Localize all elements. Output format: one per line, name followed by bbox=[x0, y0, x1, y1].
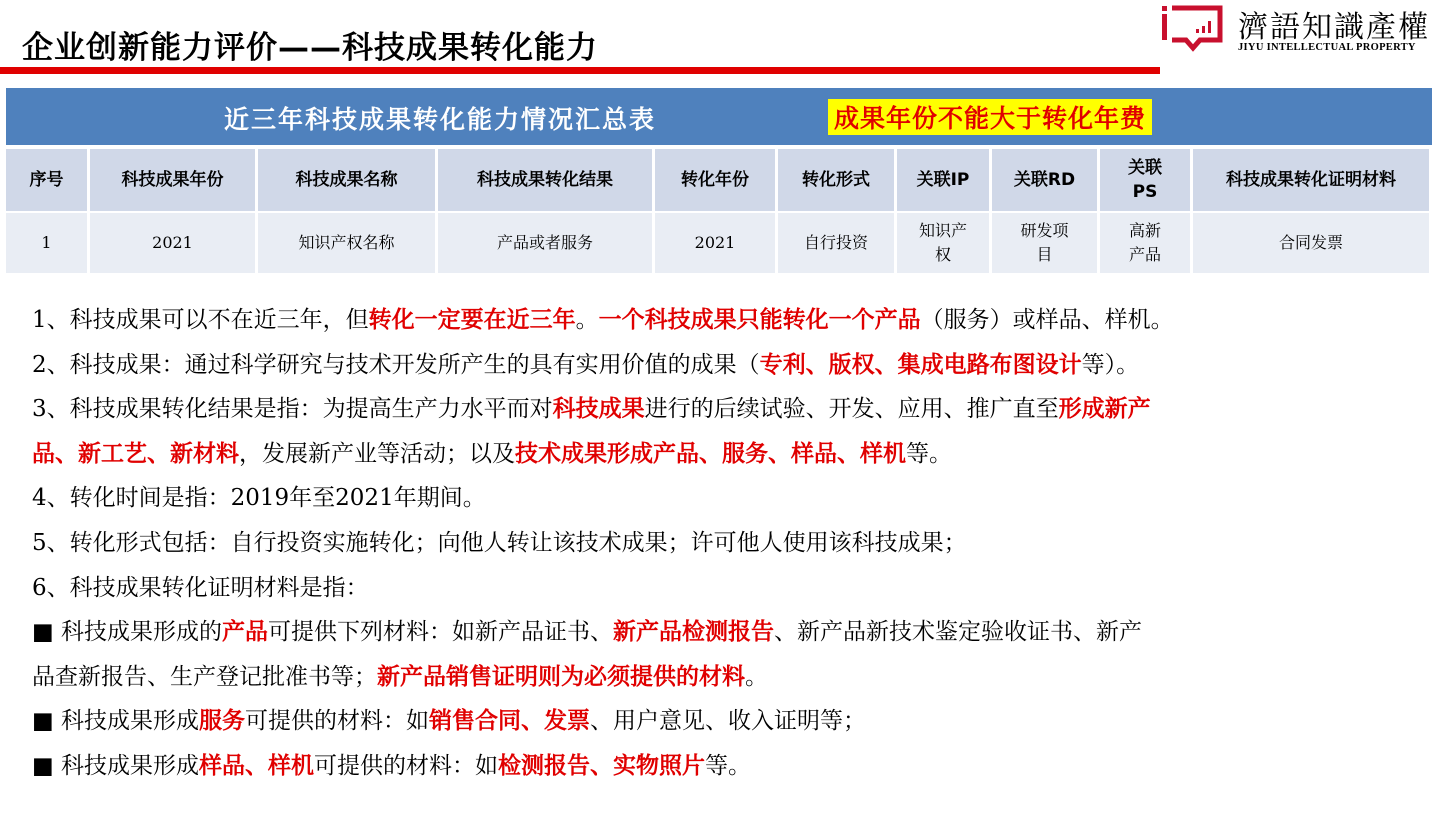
table-cell: 1 bbox=[6, 213, 90, 273]
column-header: 转化年份 bbox=[655, 149, 778, 211]
column-header: 关联IP bbox=[897, 149, 992, 211]
highlighted-text: 转化一定要在近三年 bbox=[368, 306, 576, 333]
table-title: 近三年科技成果转化能力情况汇总表 bbox=[224, 105, 657, 134]
highlighted-text: 一个科技成果只能转化一个产品 bbox=[598, 306, 921, 333]
table-cell: 自行投资 bbox=[778, 213, 897, 273]
title-divider bbox=[0, 67, 1160, 74]
note-text: 6、科技成果转化证明材料是指： bbox=[32, 574, 369, 601]
note-text: 5、转化形式包括：自行投资实施转化；向他人转让该技术成果；许可他人使用该科技成果； bbox=[32, 529, 967, 556]
note-text: 1、科技成果可以不在近三年，但 bbox=[32, 307, 369, 333]
note-line bbox=[32, 343, 1432, 388]
note-text: 品查新报告、生产登记批准书等； bbox=[32, 663, 377, 690]
note-line bbox=[32, 476, 1432, 521]
table-cell: 2021 bbox=[655, 213, 778, 273]
note-line bbox=[32, 387, 1432, 432]
highlighted-text: 技术成果形成产品、服务、样品、样机 bbox=[515, 439, 906, 467]
warning-note: 成果年份不能大于转化年费 bbox=[828, 99, 1152, 135]
note-text: 等）。 bbox=[1081, 351, 1140, 378]
book-logo-icon bbox=[1160, 4, 1226, 54]
table-cell: 合同发票 bbox=[1193, 213, 1432, 273]
highlighted-text: 检测报告、实物照片 bbox=[498, 751, 706, 779]
note-text: 等。 bbox=[906, 440, 952, 467]
table-cell: 研发项目 bbox=[992, 213, 1100, 273]
highlighted-text: 品、新工艺、新材料 bbox=[32, 439, 239, 467]
highlighted-text: 样品、样机 bbox=[199, 751, 315, 779]
page-title: 企业创新能力评价——科技成果转化能力 bbox=[22, 30, 598, 66]
note-text: ，发展新产业等活动；以及 bbox=[239, 440, 515, 467]
highlighted-text: 新产品销售证明则为必须提供的材料 bbox=[377, 662, 745, 690]
column-header: 科技成果年份 bbox=[90, 149, 258, 211]
column-header: 关联PS bbox=[1100, 149, 1193, 211]
highlighted-text: 服务 bbox=[199, 707, 246, 735]
column-header: 科技成果名称 bbox=[258, 149, 438, 211]
note-line bbox=[32, 610, 1432, 655]
table-cell: 产品或者服务 bbox=[438, 213, 655, 273]
table-title-bar bbox=[6, 88, 1432, 145]
highlighted-text: 专利、版权、集成电路布图设计 bbox=[759, 350, 1082, 378]
note-text: 。 bbox=[745, 663, 768, 690]
note-text: 2、科技成果：通过科学研究与技术开发所产生的具有实用价值的成果（ bbox=[32, 351, 760, 378]
note-line bbox=[32, 744, 1432, 789]
note-line bbox=[32, 521, 1432, 566]
note-text: ■ 科技成果形成 bbox=[32, 752, 200, 779]
highlighted-text: 产品 bbox=[222, 618, 269, 646]
column-header: 关联RD bbox=[992, 149, 1100, 211]
column-header: 科技成果转化证明材料 bbox=[1193, 149, 1432, 211]
table-header-row bbox=[6, 149, 1432, 211]
summary-table bbox=[6, 88, 1432, 273]
company-logo bbox=[1158, 2, 1448, 62]
note-text: （服务）或样品、样机。 bbox=[920, 307, 1174, 333]
note-text: 3、科技成果转化结果是指：为提高生产力水平而对 bbox=[32, 396, 553, 423]
column-header: 转化形式 bbox=[778, 149, 897, 211]
logo-english-name: JIYU INTELLECTUAL PROPERTY bbox=[1238, 42, 1416, 53]
note-text: 进行的后续试验、开发、应用、推广直至 bbox=[644, 396, 1059, 423]
note-text: ■ 科技成果形成的 bbox=[32, 619, 223, 646]
note-text: 、用户意见、收入证明等； bbox=[590, 708, 867, 735]
table-cell: 知识产权名称 bbox=[258, 213, 438, 273]
note-line bbox=[32, 566, 1432, 611]
note-line bbox=[32, 432, 1432, 477]
note-text: 等。 bbox=[705, 752, 752, 779]
column-header: 序号 bbox=[6, 149, 90, 211]
note-text: 可提供下列材料：如新产品证书、 bbox=[268, 619, 614, 646]
note-text: 4、转化时间是指：2019年至2021年期间。 bbox=[32, 485, 486, 512]
note-text: 、新产品新技术鉴定验收证书、新产 bbox=[774, 619, 1143, 646]
notes-section bbox=[32, 298, 1432, 789]
table-cell: 高新产品 bbox=[1100, 213, 1193, 273]
highlighted-text: 科技成果 bbox=[552, 395, 645, 423]
logo-chinese-name: 濟語知識產權 bbox=[1238, 10, 1430, 45]
note-line bbox=[32, 655, 1432, 700]
highlighted-text: 形成新产 bbox=[1058, 395, 1151, 423]
note-text: ■ 科技成果形成 bbox=[32, 708, 200, 735]
table-cell: 知识产权 bbox=[897, 213, 992, 273]
note-line bbox=[32, 298, 1432, 343]
note-text: 可提供的材料：如 bbox=[245, 708, 430, 735]
note-text: 。 bbox=[575, 307, 599, 333]
highlighted-text: 新产品检测报告 bbox=[613, 618, 775, 646]
note-line bbox=[32, 699, 1432, 744]
highlighted-text: 销售合同、发票 bbox=[429, 707, 591, 735]
table-row bbox=[6, 213, 1432, 273]
column-header: 科技成果转化结果 bbox=[438, 149, 655, 211]
note-text: 可提供的材料：如 bbox=[314, 752, 499, 779]
table-cell: 2021 bbox=[90, 213, 258, 273]
